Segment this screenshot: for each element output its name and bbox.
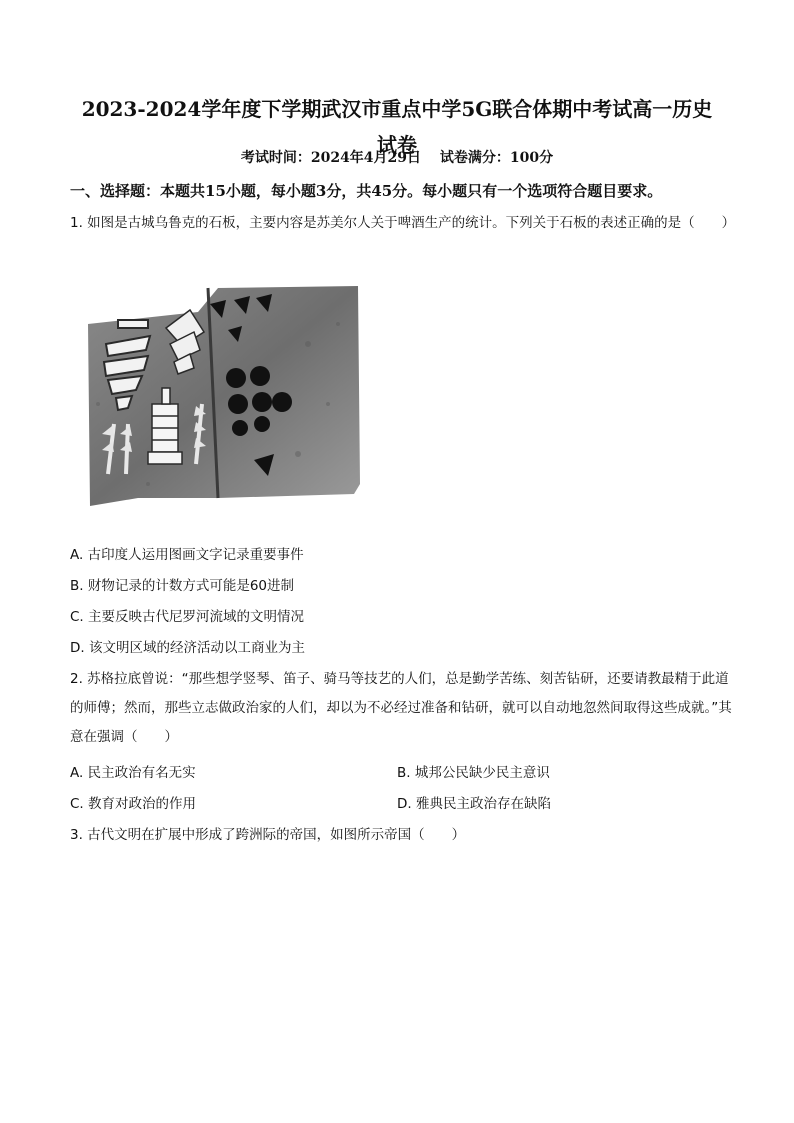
full-score: 试卷满分：100分 — [439, 150, 554, 166]
q2-option-d: D. 雅典民主政治存在缺陷 — [397, 796, 551, 812]
q1-option-a: A. 古印度人运用图画文字记录重要事件 — [70, 547, 304, 563]
q1-option-d: D. 该文明区域的经济活动以工商业为主 — [70, 640, 305, 656]
exam-meta — [0, 148, 794, 168]
q2-option-b: B. 城邦公民缺少民主意识 — [397, 765, 550, 781]
q2-option-c: C. 教育对政治的作用 — [70, 796, 197, 812]
exam-title-line2: 试卷 — [377, 133, 417, 157]
question-2-stem: 2. 苏格拉底曾说：“那些想学竖琴、笛子、骑马等技艺的人们，总是勤学苦练、刻苦钻研，还要请教最精于此道的师傅；然而，那些立志做政治家的人们，却以为不必经过准备和钻研，就可以自动地忽然间取得这些成就。”其意在强调（ ） — [70, 671, 732, 745]
question-3-stem: 3. 古代文明在扩展中形成了跨洲际的帝国，如图所示帝国（ ） — [70, 827, 466, 843]
q2-option-a: A. 民主政治有名无实 — [70, 765, 196, 781]
section-heading: 一、选择题：本题共15小题，每小题3分，共45分。每小题只有一个选项符合题目要求。 — [70, 182, 663, 200]
q1-option-c: C. 主要反映古代尼罗河流域的文明情况 — [70, 609, 305, 625]
exam-time: 考试时间：2024年4月29日 — [240, 150, 422, 166]
exam-title-line1: 2023-2024学年度下学期武汉市重点中学5G联合体期中考试高一历史 — [81, 97, 713, 121]
question-1-stem: 1. 如图是古城乌鲁克的石板，主要内容是苏美尔人关于啤酒生产的统计。下列关于石板的表述正确的是（ ） — [70, 215, 736, 231]
stone-tablet-image — [78, 284, 362, 520]
q1-option-b: B. 财物记录的计数方式可能是60进制 — [70, 578, 295, 594]
